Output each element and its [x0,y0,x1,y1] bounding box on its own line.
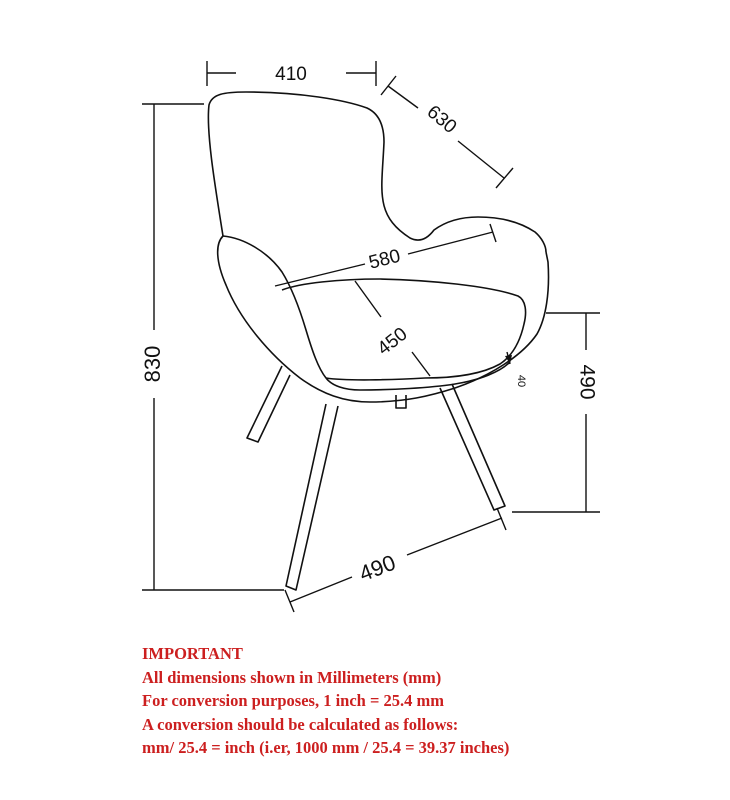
dim-line-450-upper [355,281,381,317]
chair-backrest [208,92,546,252]
chair-left-arm [223,236,326,378]
notes-line-instructions: A conversion should be calculated as follows: [142,714,459,734]
dim-line-630-upper [388,86,418,108]
chair-leg-front-right [440,384,505,510]
dim-label-490-base: 490 [355,549,399,587]
notes-heading: IMPORTANT [142,644,243,663]
dim-label-490-seat-height: 490 [575,364,599,400]
notes-line-conversion-factor: For conversion purposes, 1 inch = 25.4 mm [142,691,444,710]
dim-label-410: 410 [275,64,307,85]
dim-line-630-lower [458,141,504,178]
dim-line-630-bottom-tick [496,168,513,188]
notes-line-units: All dimensions shown in Millimeters (mm) [142,667,442,687]
chair-swivel-post [396,395,406,408]
dim-label-580: 580 [366,245,403,274]
dim-label-830: 830 [139,345,165,383]
conversion-notes [142,642,712,760]
dim-line-450-lower [412,352,430,376]
chair-leg-front-left [286,404,338,590]
dim-line-base-left [290,577,352,602]
chair-leg-back-left [247,366,290,442]
dim-label-450: 450 [373,323,412,360]
dim-line-580-right [408,232,493,254]
dim-label-40: 40 [515,374,527,388]
dimension-lines [139,61,600,612]
dim-label-630: 630 [422,101,461,139]
notes-line-formula: mm/ 25.4 = inch (i.er, 1000 mm / 25.4 = 39.37 inches) [142,738,510,757]
dim-line-base-right [407,518,502,555]
